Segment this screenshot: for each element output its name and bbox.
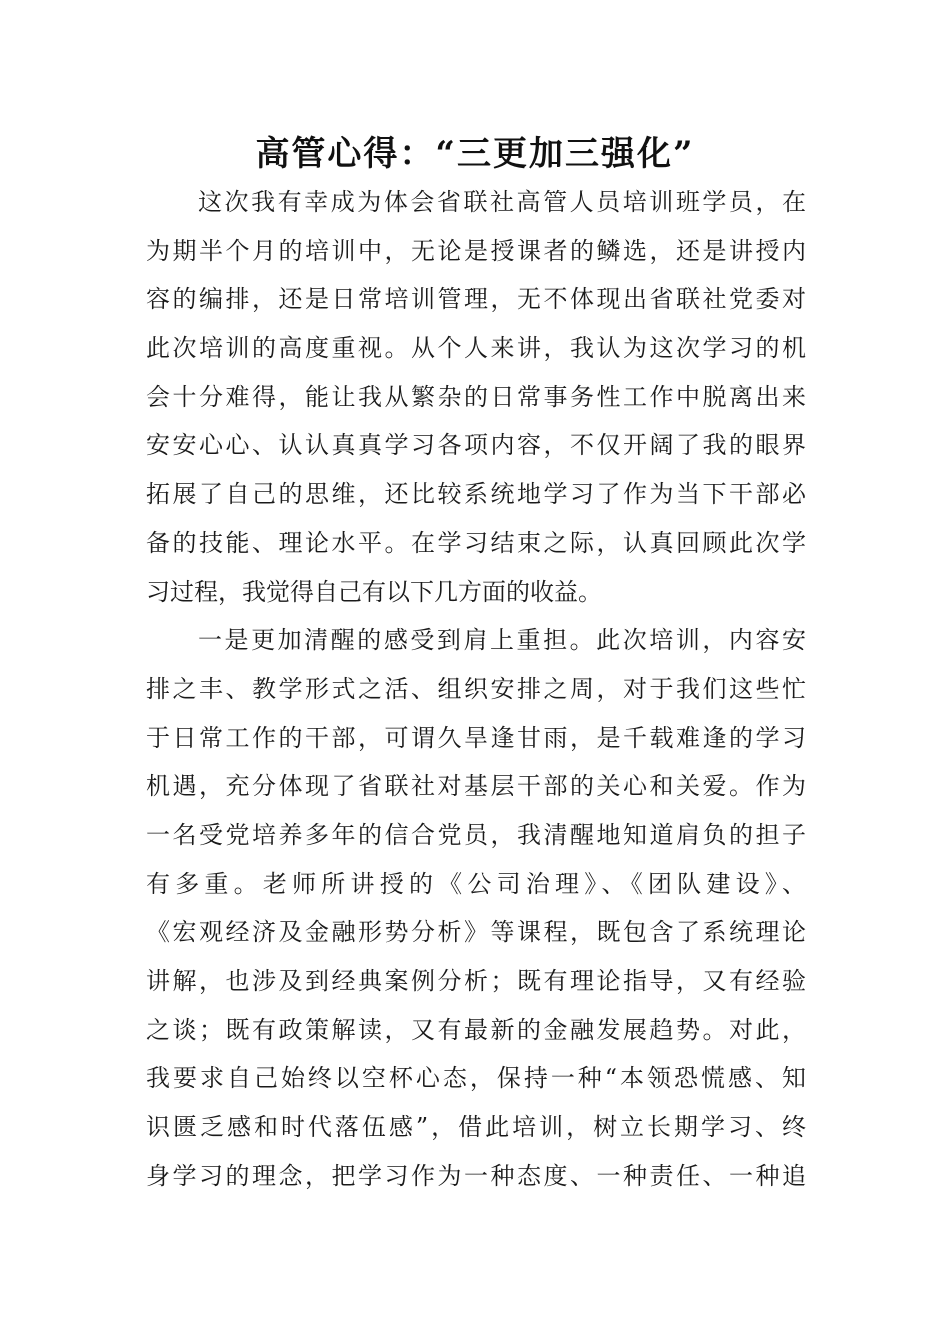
paragraph-line: 会十分难得，能让我从繁杂的日常事务性工作中脱离出来 — [146, 382, 806, 411]
paragraph-line: 排之丰、教学形式之活、组织安排之周，对于我们这些忙 — [146, 674, 806, 703]
paragraph-line: 安安心心、认认真真学习各项内容，不仅开阔了我的眼界 — [146, 431, 806, 460]
paragraph-line: 有多重。老师所讲授的《公司治理》、《团队建设》、 — [146, 869, 806, 898]
document-title: 高管心得：“三更加三强化” — [255, 134, 695, 174]
paragraph-line: 识匮乏感和时代落伍感”，借此培训，树立长期学习、终 — [146, 1113, 806, 1142]
paragraph-2 — [146, 616, 806, 1200]
paragraph-line: 讲解，也涉及到经典案例分析；既有理论指导，又有经验 — [146, 967, 806, 995]
paragraph-line: 机遇，充分体现了省联社对基层干部的关心和关爱。作为 — [146, 772, 806, 801]
paragraph-line: 于日常工作的干部，可谓久旱逢甘雨，是千载难逢的学习 — [146, 723, 806, 752]
paragraph-line: 一是更加清醒的感受到肩上重担。此次培训，内容安 — [198, 626, 806, 655]
paragraph-line: 身学习的理念，把学习作为一种态度、一种责任、一种追 — [146, 1161, 806, 1190]
document-body — [146, 178, 806, 1200]
paragraph-line: 《宏观经济及金融形势分析》等课程，既包含了系统理论 — [146, 918, 806, 947]
paragraph-line: 备的技能、理论水平。在学习结束之际，认真回顾此次学 — [146, 528, 806, 557]
paragraph-line: 一名受党培养多年的信合党员，我清醒地知道肩负的担子 — [146, 820, 806, 849]
paragraph-line: 拓展了自己的思维，还比较系统地学习了作为当下干部必 — [146, 480, 806, 509]
paragraph-line: 容的编排，还是日常培训管理，无不体现出省联社党委对 — [146, 285, 806, 314]
paragraph-line: 此次培训的高度重视。从个人来讲，我认为这次学习的机 — [146, 334, 806, 363]
paragraph-line: 之谈；既有政策解读，又有最新的金融发展趋势。对此， — [146, 1015, 806, 1044]
paragraph-line: 为期半个月的培训中，无论是授课者的鳞选，还是讲授内 — [146, 236, 806, 265]
paragraph-line: 我要求自己始终以空杯心态，保持一种“本领恐慌感、知 — [146, 1064, 806, 1093]
paragraph-line: 这次我有幸成为体会省联社高管人员培训班学员，在 — [198, 188, 806, 216]
paragraph-1 — [146, 178, 806, 616]
paragraph-line: 习过程，我觉得自己有以下几方面的收益。 — [146, 577, 602, 606]
